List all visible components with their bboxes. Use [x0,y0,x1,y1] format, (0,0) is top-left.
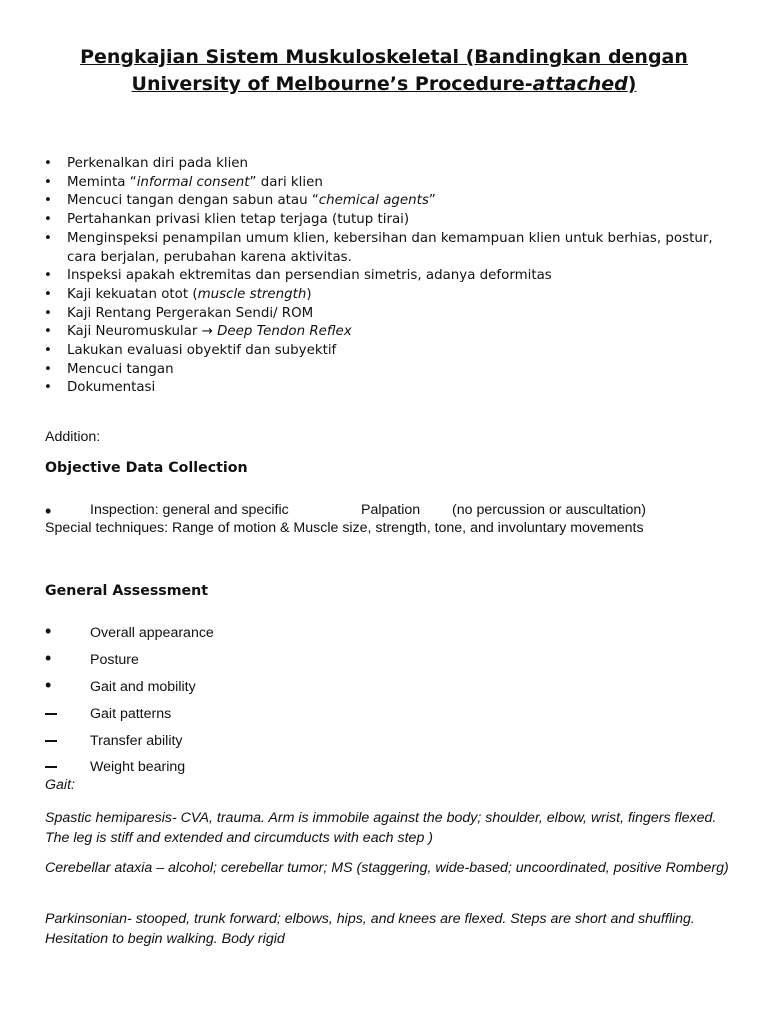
objective-inspection-row [45,502,735,522]
general-item-text: Overall appearance [90,625,214,641]
title-line-1: Pengkajian Sistem Muskuloskeletal (Bandingkan dengan [80,46,688,68]
procedure-text-end: ” [428,193,436,209]
procedure-list [44,155,744,398]
special-techniques: Special techniques: Range of motion & Muscle size, strength, tone, and involuntary movements [45,520,644,536]
document-title [30,44,738,98]
general-item-text: Weight bearing [90,759,186,775]
bullet-icon: • [44,193,52,209]
procedure-text: Mencuci tangan dengan sabun atau “ [67,193,319,209]
bullet-icon: • [45,675,52,695]
procedure-item [44,323,744,342]
procedure-emphasis: Deep Tendon Reflex [217,324,352,340]
palpation-note: (no percussion or auscultation) [452,502,646,518]
procedure-emphasis: muscle strength [197,286,307,302]
bullet-icon: • [44,156,52,171]
title-line-2-suffix: ) [627,73,637,95]
gait-paragraph: Parkinsonian- stooped, trunk forward; elbows, hips, and knees are flexed. Steps are short and shuffling. Hesitation to begin walking. Body rigid [45,911,695,947]
procedure-item [44,230,744,267]
palpation-text: Palpation [361,502,421,518]
general-dash-item [45,733,345,753]
procedure-text-end: ) [306,286,312,302]
procedure-text-end: ” dari klien [249,174,323,190]
bullet-icon: • [45,621,52,641]
procedure-item [44,174,744,193]
general-bullet-item [45,621,345,645]
bullet-icon: • [44,230,52,246]
title-line-2-italic: attached [532,73,628,95]
bullet-icon: • [44,286,52,302]
procedure-item [44,192,744,211]
bullet-icon: • [45,648,52,668]
procedure-emphasis: informal consent [136,174,250,190]
procedure-text: Dokumentasi [67,380,156,396]
procedure-item [44,342,744,361]
procedure-item [44,155,744,174]
procedure-text: Pertahankan privasi klien tetap terjaga (tutup tirai) [67,212,410,228]
procedure-item [44,211,744,230]
bullet-icon: • [44,268,52,284]
general-item-text: Posture [90,652,139,668]
procedure-text: Lakukan evaluasi obyektif dan subyektif [67,343,337,359]
general-heading: General Assessment [45,583,209,599]
bullet-icon: • [44,343,52,359]
bullet-icon: • [44,305,52,321]
objective-heading: Objective Data Collection [45,460,248,476]
title-line-2-prefix: University of Melbourne’s Procedure- [131,73,533,95]
procedure-item [44,286,744,305]
general-bullet-item [45,648,345,672]
procedure-text: Kaji Neuromuskular → [67,324,218,340]
dash-icon [45,740,57,742]
bullet-icon: • [44,380,52,396]
gait-paragraph: Spastic hemiparesis- CVA, trauma. Arm is immobile against the body; shoulder, elbow, wrist, fingers flexed. The leg is stiff and extended and circumducts with each step ) [45,810,717,846]
procedure-item [44,305,744,324]
general-item-text: Gait patterns [90,706,172,722]
procedure-emphasis: chemical agents [318,193,429,209]
bullet-icon: • [44,212,52,228]
procedure-item [44,267,744,286]
gait-paragraph: Cerebellar ataxia – alcohol; cerebellar tumor; MS (staggering, wide-based; uncoordinated, positive Romberg) [45,860,729,876]
procedure-text: Meminta “ [67,174,137,190]
inspection-text: Inspection: general and specific [90,502,289,518]
dash-icon [45,766,57,768]
dash-icon [45,713,57,715]
general-item-text: Gait and mobility [90,679,196,695]
procedure-text: Perkenalkan diri pada klien [67,156,249,171]
general-dash-item [45,759,345,779]
bullet-icon: • [44,174,52,190]
general-item-text: Transfer ability [90,733,183,749]
bullet-icon: • [44,361,52,377]
procedure-text: Inspeksi apakah ektremitas dan persendian simetris, adanya deformitas [67,268,552,284]
procedure-text: Kaji kekuatan otot ( [67,286,198,302]
bullet-icon: • [45,501,52,521]
addition-label: Addition: [45,429,101,445]
procedure-text: Mencuci tangan [67,361,174,377]
procedure-item [44,379,744,398]
bullet-icon: • [44,324,52,340]
procedure-text: Menginspeksi penampilan umum klien, kebersihan dan kemampuan klien untuk berhias, postur, cara berjalan, perubahan karena aktivitas. [67,230,713,265]
general-bullet-item [45,675,345,699]
procedure-text: Kaji Rentang Pergerakan Sendi/ ROM [67,305,314,321]
general-dash-item [45,706,345,726]
procedure-item [44,361,744,380]
gait-label: Gait: [45,777,75,793]
